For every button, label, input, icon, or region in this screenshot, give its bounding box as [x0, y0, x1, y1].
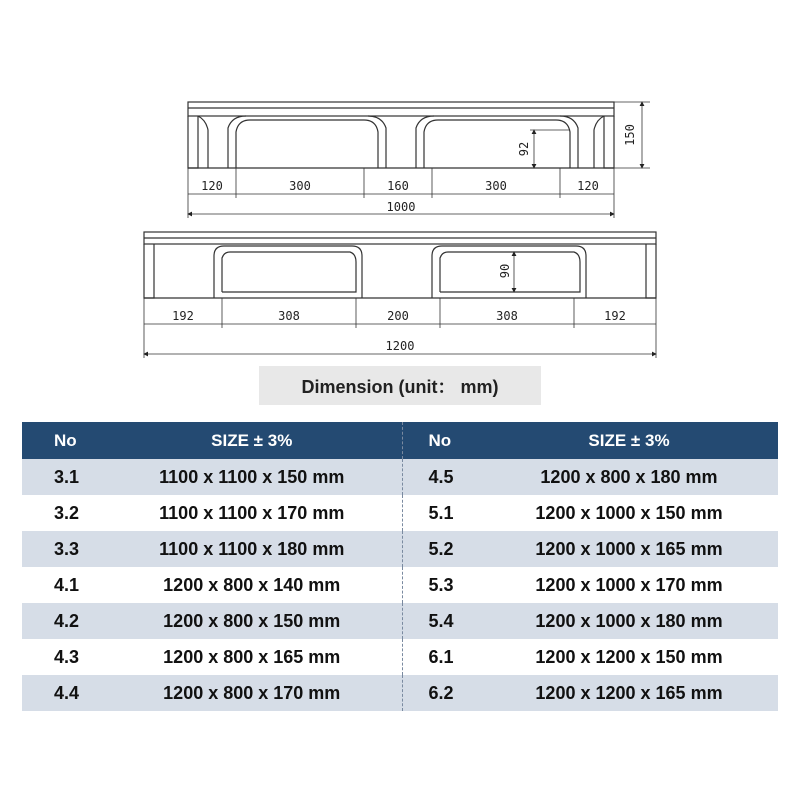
row-size-right: 1200 x 1200 x 165 mm [480, 675, 778, 711]
table-header-row [22, 422, 778, 459]
row-no-left: 4.3 [22, 639, 102, 675]
row-no-left: 3.3 [22, 531, 102, 567]
row-size-left: 1100 x 1100 x 150 mm [102, 459, 402, 495]
row-no-right: 5.4 [402, 603, 480, 639]
table-row [22, 639, 778, 675]
top-dim-height: 150 [623, 124, 637, 146]
header-no-left: No [22, 422, 102, 459]
row-no-right: 4.5 [402, 459, 480, 495]
header-size-right: SIZE ± 3% [480, 422, 778, 459]
table-row [22, 495, 778, 531]
pallet-side-view-1000 [188, 102, 614, 168]
row-no-right: 5.3 [402, 567, 480, 603]
row-size-right: 1200 x 1000 x 165 mm [480, 531, 778, 567]
dimension-caption: Dimension (unit： mm) [259, 366, 541, 405]
row-no-right: 6.1 [402, 639, 480, 675]
row-size-left: 1100 x 1100 x 180 mm [102, 531, 402, 567]
bottom-dim-3: 200 [387, 309, 409, 323]
row-size-right: 1200 x 1000 x 180 mm [480, 603, 778, 639]
row-size-left: 1200 x 800 x 165 mm [102, 639, 402, 675]
header-size-left: SIZE ± 3% [102, 422, 402, 459]
top-dim-2: 300 [289, 179, 311, 193]
row-no-right: 5.2 [402, 531, 480, 567]
bottom-dim-total: 1200 [385, 339, 415, 353]
row-size-left: 1200 x 800 x 150 mm [102, 603, 402, 639]
row-size-left: 1200 x 800 x 140 mm [102, 567, 402, 603]
row-size-right: 1200 x 1000 x 170 mm [480, 567, 778, 603]
pallet-dimension-drawing [0, 0, 800, 368]
bottom-dim-1: 192 [172, 309, 194, 323]
top-dim-1: 120 [201, 179, 223, 193]
bottom-dim-opening: 90 [498, 263, 512, 279]
row-no-left: 4.4 [22, 675, 102, 711]
table-row [22, 459, 778, 495]
top-dim-4: 300 [485, 179, 507, 193]
row-no-left: 3.1 [22, 459, 102, 495]
row-no-right: 5.1 [402, 495, 480, 531]
row-no-left: 4.1 [22, 567, 102, 603]
table-row [22, 675, 778, 711]
table-row [22, 567, 778, 603]
table-row [22, 603, 778, 639]
row-size-right: 1200 x 1200 x 150 mm [480, 639, 778, 675]
pallet-size-table [22, 422, 778, 711]
table-row [22, 531, 778, 567]
top-dim-opening: 92 [517, 141, 531, 157]
row-size-left: 1100 x 1100 x 170 mm [102, 495, 402, 531]
top-dim-total: 1000 [386, 200, 416, 214]
row-size-right: 1200 x 800 x 180 mm [480, 459, 778, 495]
pallet-side-view-1200 [144, 232, 656, 298]
row-size-left: 1200 x 800 x 170 mm [102, 675, 402, 711]
top-dim-5: 120 [577, 179, 599, 193]
row-no-left: 4.2 [22, 603, 102, 639]
row-no-right: 6.2 [402, 675, 480, 711]
row-size-right: 1200 x 1000 x 150 mm [480, 495, 778, 531]
header-no-right: No [402, 422, 480, 459]
bottom-dim-4: 308 [496, 309, 518, 323]
bottom-dim-5: 192 [604, 309, 626, 323]
top-dim-3: 160 [387, 179, 409, 193]
bottom-dim-2: 308 [278, 309, 300, 323]
row-no-left: 3.2 [22, 495, 102, 531]
